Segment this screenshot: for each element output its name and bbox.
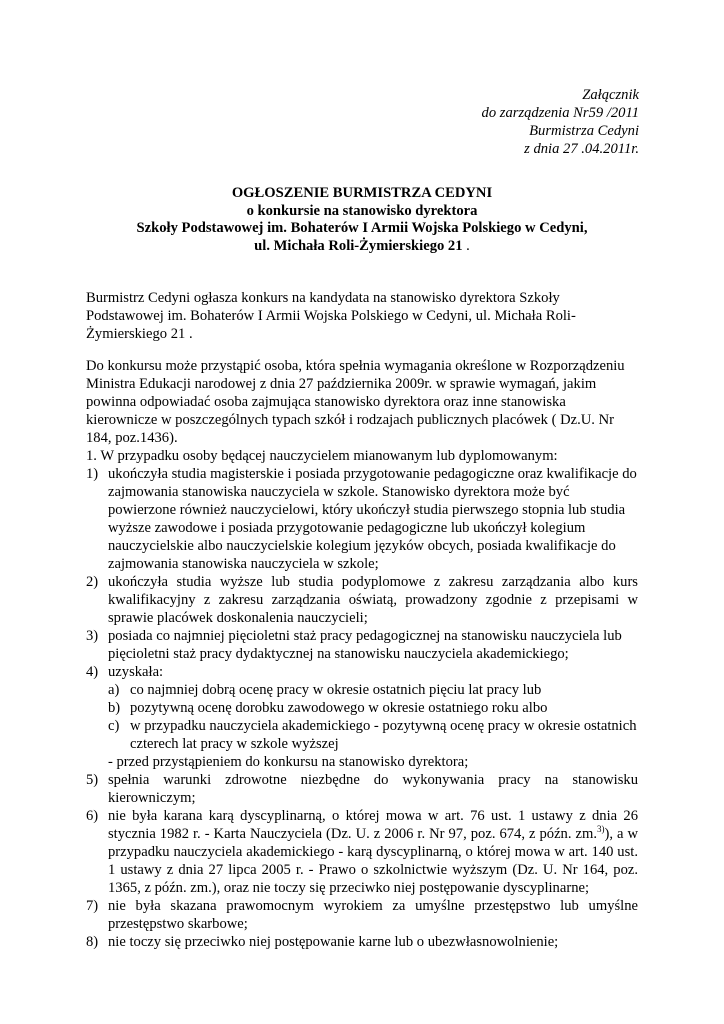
title-address: ul. Michała Roli-Żymierskiego 21 [254, 237, 463, 254]
list-item [86, 933, 638, 951]
item-text [108, 807, 638, 897]
sub-item-text: pozytywną ocenę dorobku zawodowego w okresie ostatniego roku albo [130, 700, 548, 716]
sub-item-tail: - przed przystąpieniem do konkursu na stanowisko dyrektora; [108, 754, 469, 770]
item-number: 6) [86, 808, 99, 824]
item-number: 4) [86, 664, 99, 680]
item-text: spełnia warunki zdrowotne niezbędne do wykonywania pracy na stanowisku kierowniczym; [108, 772, 638, 806]
legal-basis-paragraph: Do konkursu może przystąpić osoba, która spełnia wymagania określone w Rozporządzeniu Ministra Edukacji narodowej z dnia 27 października 2009r. w sprawie wymagań, jakim powinna odpowiadać osoba zajmująca stanowisko dyrektora oraz inne stanowiska kierownicze w poszczególnych typach szkół i rodzajach publicznych placówek ( Dz.U. Nr 184, poz.1436). [86, 358, 625, 446]
item-text: nie była skazana prawomocnym wyrokiem za umyślne przestępstwo lub umyślne przestępstwo skarbowe; [108, 898, 638, 932]
item-text: nie toczy się przeciwko niej postępowanie karne lub o ubezwłasnowolnienie; [108, 934, 559, 950]
list-item [86, 573, 638, 627]
list-item [86, 465, 638, 573]
list-item [86, 771, 638, 807]
item-number: 7) [86, 898, 99, 914]
sub-item-letter: b) [108, 700, 121, 716]
announcement-title [86, 185, 638, 255]
sub-item [108, 681, 638, 699]
sub-item [108, 699, 638, 717]
item-text: ukończyła studia magisterskie i posiada przygotowanie pedagogiczne oraz kwalifikacje do zajmowania stanowiska nauczyciela w szkole. Stanowisko dyrektora może być powierzone również nauczycielowi, który ukończył studia pierwszego stopnia lub studia wyższe zawodowe i posiada przygotowanie pedagogiczne lub ukończył kolegium nauczycielskie albo nauczycielskie kolegium języków obcych, posiada kwalifikacje do zajmowania stanowiska nauczyciela w szkole; [108, 466, 637, 572]
list-item [86, 897, 638, 933]
requirements-list [86, 465, 638, 951]
intro-paragraph: Burmistrz Cedyni ogłasza konkurs na kandydata na stanowisko dyrektora Szkoły Podstawowej im. Bohaterów I Armii Wojska Polskiego w Cedyni, ul. Michała Roli-Żymierskiego 21 . [86, 290, 576, 342]
item-number: 2) [86, 574, 99, 590]
title-line: o konkursie na stanowisko dyrektora [246, 202, 478, 219]
title-line: OGŁOSZENIE BURMISTRZA CEDYNI [231, 185, 493, 201]
attachment-line: Burmistrza Cedyni [529, 123, 639, 139]
list-item [86, 807, 638, 897]
item-text-part: nie była karana karą dyscyplinarną, o której mowa w art. 76 ust. 1 ustawy z dnia 26 stycznia 1982 r. - Karta Nauczyciela (Dz. U. z 2006 r. Nr 97, poz. 674, z późn. zm. [108, 808, 638, 842]
item-text: uzyskała: [108, 664, 164, 680]
item-text: posiada co najmniej pięcioletni staż pracy pedagogicznej na stanowisku nauczyciela lub pięcioletni staż pracy dydaktycznej na stanowisku nauczyciela akademickiego; [108, 628, 622, 662]
sub-item-text: w przypadku nauczyciela akademickiego - pozytywną ocenę pracy w okresie ostatnich czterech lat pracy w szkole wyższej [130, 718, 637, 752]
requirements-section [86, 357, 638, 951]
sub-item [108, 717, 638, 753]
footnote-ref: 3) [596, 824, 605, 835]
item-number: 1) [86, 466, 99, 482]
item-number: 5) [86, 772, 99, 788]
item-text: ukończyła studia wyższe lub studia podyplomowe z zakresu zarządzania albo kurs kwalifikacyjny z zakresu zarządzania oświatą, prowadzony zgodnie z przepisami w sprawie placówek doskonalenia nauczycieli; [108, 574, 638, 626]
title-dot: . [462, 237, 470, 254]
sub-item-letter: a) [108, 682, 120, 698]
attachment-line: Załącznik [582, 87, 639, 103]
list-item [86, 627, 638, 663]
list-item [86, 663, 638, 771]
attachment-line: do zarządzenia Nr59 /2011 [481, 105, 639, 121]
item-text-part: ), a w przypadku nauczyciela akademickiego - karą dyscyplinarną, o której mowa w art. 140 ust. 1 ustawy z dnia 27 lipca 2005 r. - Prawo o szkolnictwie wyższym (Dz. U. Nr 164, poz. 1365, z późn. zm.), oraz nie toczy się przeciwko niej postępowanie dyscyplinarne; [108, 826, 638, 896]
attachment-header [482, 86, 639, 158]
section-heading: 1. W przypadku osoby będącej nauczycielem mianowanym lub dyplomowanym: [86, 448, 558, 464]
sub-item-text: co najmniej dobrą ocenę pracy w okresie ostatnich pięciu lat pracy lub [130, 682, 542, 698]
title-line: Szkoły Podstawowej im. Bohaterów I Armii Wojska Polskiego w Cedyni, [136, 220, 588, 236]
item-number: 3) [86, 628, 99, 644]
title-line [86, 238, 638, 256]
item-number: 8) [86, 934, 99, 950]
sub-item-letter: c) [108, 718, 120, 734]
attachment-line: z dnia 27 .04.2011r. [524, 141, 639, 157]
